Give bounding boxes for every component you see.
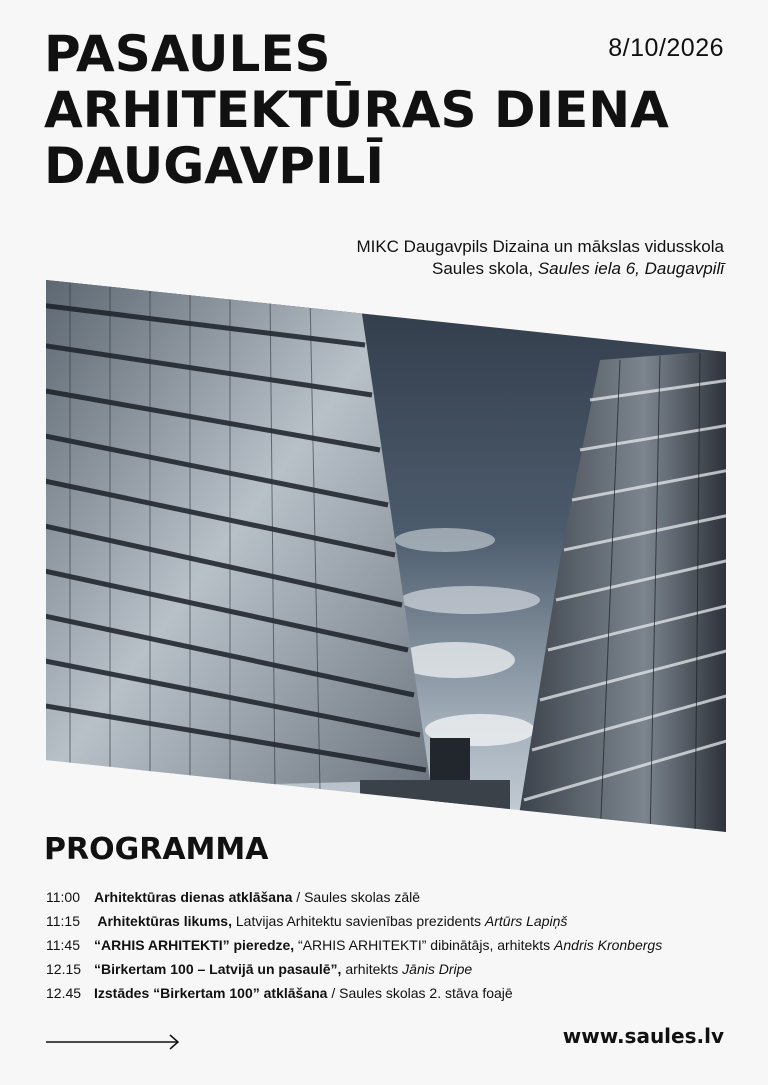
item-title: “ARHIS ARHITEKTI” pieredze, <box>94 937 295 953</box>
program-title: PROGRAMMA <box>44 832 269 867</box>
item-time: 11:15 <box>46 913 80 929</box>
program-item <box>46 934 746 958</box>
item-time: 12.45 <box>46 985 82 1001</box>
item-title: Izstādes “Birkertam 100” atklāšana <box>94 985 328 1001</box>
item-detail: / Saules skolas 2. stāva foajē <box>327 985 513 1001</box>
item-detail: / Saules skolas zālē <box>292 889 421 905</box>
arrow-right-icon <box>46 1034 182 1050</box>
title-line-2: ARHITEKTŪRAS DIENA <box>44 81 669 139</box>
program-item <box>46 958 746 982</box>
item-speaker: Andris Kronbergs <box>554 937 663 953</box>
item-title: Arhitektūras dienas atklāšana <box>94 889 293 905</box>
title-line-1: PASAULES <box>44 25 331 83</box>
event-date: 8/10/2026 <box>608 34 724 62</box>
venue-street: Saules iela 6, Daugavpilī <box>537 259 724 278</box>
item-title: Arhitektūras likums, <box>94 913 232 929</box>
item-speaker: Artūrs Lapiņš <box>484 913 568 929</box>
program-schedule <box>46 886 746 1006</box>
item-time: 11:00 <box>46 889 80 905</box>
program-item <box>46 886 746 910</box>
website-link[interactable]: www.saules.lv <box>562 1024 724 1048</box>
program-item <box>46 982 746 1006</box>
item-time: 11:45 <box>46 937 80 953</box>
title-line-3: DAUGAVPILĪ <box>44 137 385 195</box>
item-detail: Latvijas Arhitektu savienības prezidents <box>231 913 485 929</box>
item-speaker: Jānis Dripe <box>402 961 473 977</box>
item-detail: “ARHIS ARHITEKTI” dibinātājs, arhitekts <box>294 937 555 953</box>
item-time: 12.15 <box>46 961 82 977</box>
item-title: “Birkertam 100 – Latvijā un pasaulē”, <box>94 961 342 977</box>
item-detail: arhitekts <box>341 961 403 977</box>
venue-school: MIKC Daugavpils Dizaina un mākslas vidusskola <box>356 237 724 256</box>
venue-school-short: Saules skola, <box>431 259 538 278</box>
program-item <box>46 910 746 934</box>
